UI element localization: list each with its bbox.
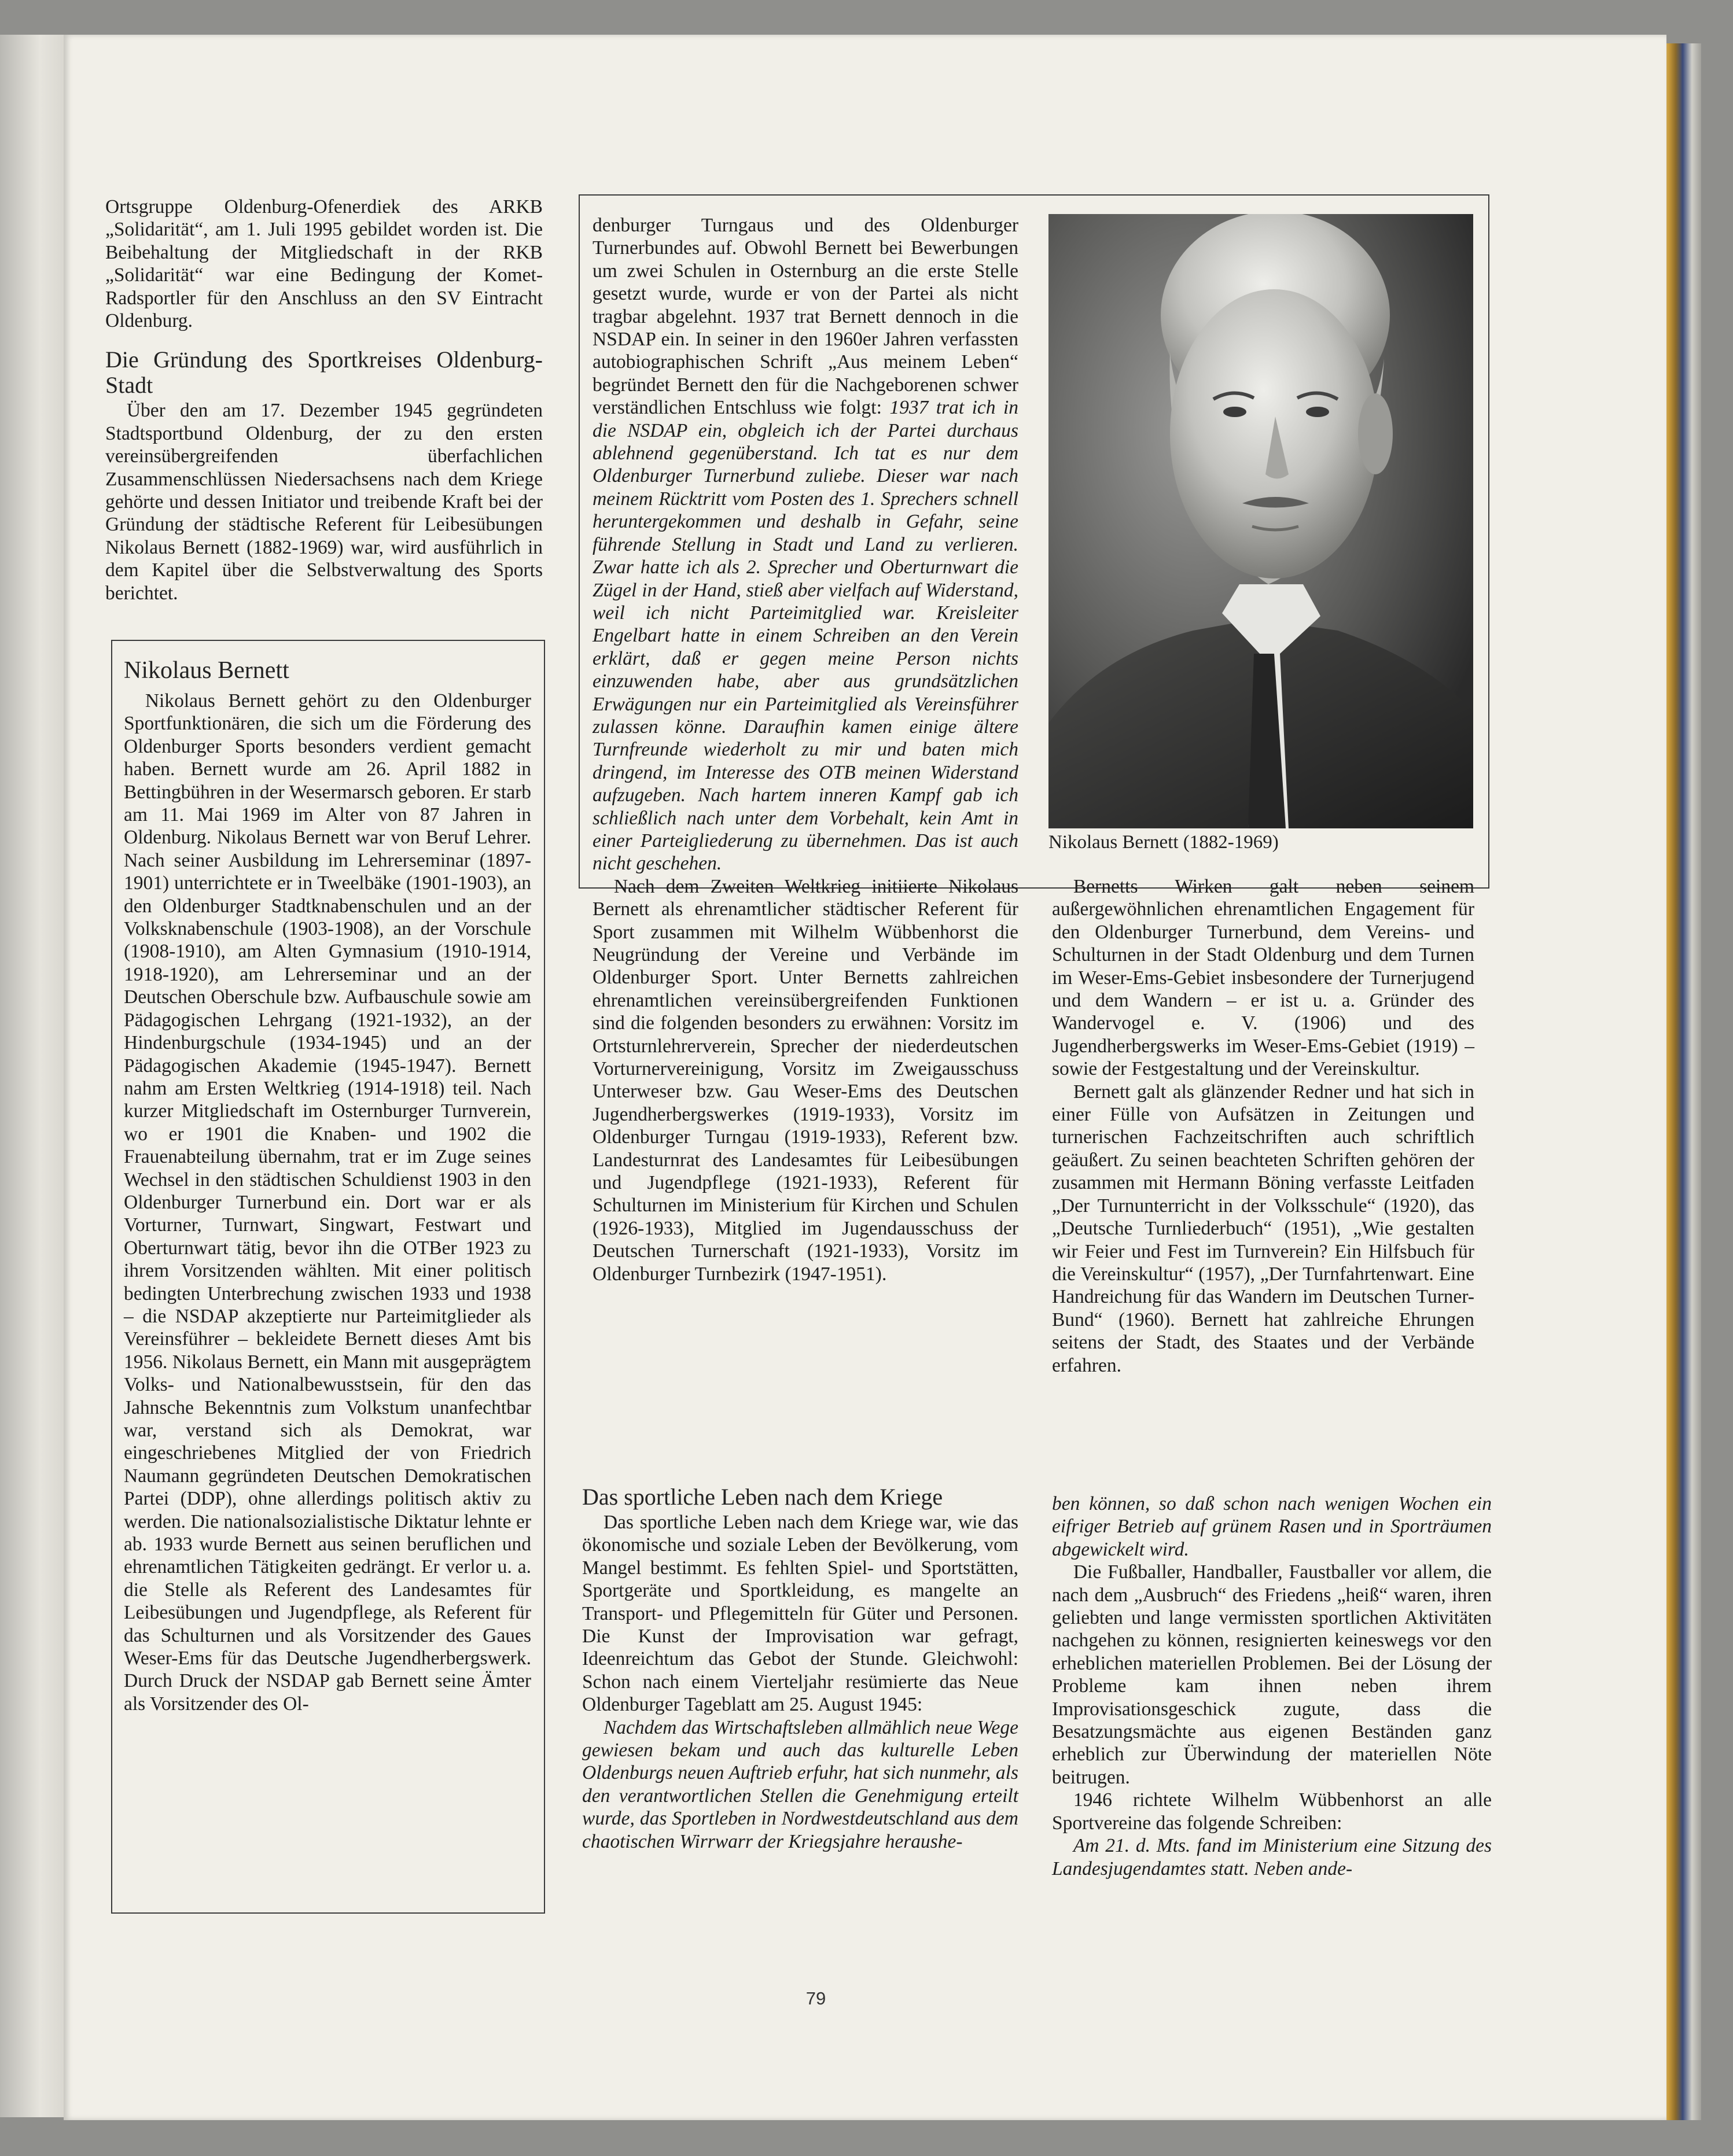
bio-box-quote: 1937 trat ich in die NSDAP ein, obgleich ich der Partei durchaus ablehnend gegenüberstand. Ich tat es nur dem Oldenburger Turnerbund zuliebe. Dieser war nach meinem Rücktritt vom Posten des 1. Sprechers schnell heruntergekommen und deshalb in Gefahr, seine führende Stellung in Stadt und Land zu verlieren. Zwar hatte ich als 2. Sprecher und Oberturnwart die Zügel in der Hand, stieß aber vielfach auf Widerstand, weil ich nicht Parteimitglied war. Kreisleiter Engelbart hatte in einem Schreiben an den Verein erklärt, daß er gegen meine Person nichts einzuwenden habe, aber aus grundsätzlichen Erwägungen nur ein Parteimitglied als Vereinsführer zulassen könne. Daraufhin kamen einige ältere Turnfreunde wiederholt zu mir und baten mich dringend, im Interesse des OTB meinen Widerstand aufzugeben. Nach hartem inneren Kampf gab ich schließlich nach unter dem Vorbehalt, kein Amt in einer Parteigliederung zu übernehmen. Das ist auch nicht geschehen. [593,397,1018,875]
section-heading-sportkreis: Die Gründung des Sportkreises Oldenburg-Stadt [105,347,543,399]
portrait-illustration [1048,214,1473,828]
section2-quote-1-continued: ben können, so daß schon nach wenigen Wochen ein eifriger Betrieb auf grünem Rasen und in Sporträumen abgewickelt wird. [1052,1493,1492,1560]
section2-column-b [1052,1492,1492,1880]
bio-box-text-2a: denburger Turngaus und des Oldenburger Turnerbundes auf. Obwohl Bernett bei Bewerbungen um zwei Schulen in Osternburg an die erste Stelle gesetzt wurde, wurde er von der Partei als nicht tragbar abgelehnt. 1937 trat Bernett dennoch in die NSDAP ein. In seiner in den 1960er Jahren verfassten autobiographischen Schrift „Aus meinem Leben“ begründet Bernett den für die Nachgeborenen schwer verständlichen Entschluss wie folgt: [593,215,1018,419]
bio-box-text-3: Nach dem Zweiten Weltkrieg initiierte Nikolaus Bernett als ehrenamtlicher städtischer Referent für Sport zusammen mit Wilhelm Wübbenhorst die Neugründung der Vereine und Verbände im Oldenburger Sport. Unter Bernetts zahlreichen ehrenamtlichen vereinsübergreifenden Funktionen sind die folgenden besonders zu erwähnen: Vorsitz im Ortsturnlehrerverein, Sprecher der niederdeutschen Vorturnervereinigung, Vorsitz im Zweigausschuss Unterweser bzw. Gau Weser-Ems des Deutschen Jugendherbergswerkes (1919-1933), Vorsitz im Oldenburger Turngau (1919-1933), Referent bzw. Landesturnrat des Landesamtes für Leibesübungen und Jugendpflege (1921-1933), Referent für Schulturnen im Ministerium für Kirchen und Schulen (1926-1933), Mitglied im Jugendausschuss der Deutschen Turnerschaft (1921-1933), Vorsitz im Oldenburger Turnbezirk (1947-1951). [593,875,1018,1285]
bio-box-column-3 [1052,875,1474,1377]
section2-paragraph-2: Die Fußballer, Handballer, Faustballer vor allem, die nach dem „Ausbruch“ des Friedens „heiß“ waren, ihren geliebten und lange vermissten sportlichen Aktivitäten nachgehen zu können, resignierten keineswegs vor den erheblichen materiellen Problemen. Bei der Lösung der Probleme kam ihnen neben ihrem Improvisationsgeschick zugute, dass die Besatzungsmächte aus eigenen Beständen ganz erheblich zur Überwindung der materiellen Nöte beitrugen. [1052,1561,1492,1788]
bio-box-text-1: Nikolaus Bernett gehört zu den Oldenburger Sportfunktionären, die sich um die Förderung des Oldenburger Sports besonders verdient gemacht haben. Bernett wurde am 26. April 1882 in Bettingbühren in der Wesermarsch geboren. Er starb am 11. Mai 1969 im Alter von 87 Jahren in Oldenburg. Nikolaus Bernett war von Beruf Lehrer. Nach seiner Ausbildung im Lehrerseminar (1897-1901) unterrichtete er in Tweelbäke (1901-1903), an den Oldenburger Stadtknabenschulen und an der Volksknabenschule (1903-1908), an der Vorschule (1908-1910), am Alten Gymnasium (1910-1914, 1918-1920), am Lehrerseminar und an der Deutschen Oberschule bzw. Aufbauschule sowie am Pädagogischen Lehrgang (1921-1932), an der Hindenburgschule (1934-1945) und an der Pädagogischen Akademie (1945-1947). Bernett nahm am Ersten Weltkrieg (1914-1918) teil. Nach kurzer Mitgliedschaft im Osternburger Turnverein, wo er 1901 die Knaben- und 1902 die Frauenabteilung übernahm, trat er im Zuge seines Wechsel in den städtischen Schuldienst 1903 in den Oldenburger Turnerbund ein. Dort war er als Vorturner, Turnwart, Singwart, Festwart und Oberturnwart tätig, bevor ihn die OTBer 1923 zu ihrem Vorsitzenden wählten. Mit einer politisch bedingten Unterbrechung zwischen 1933 und 1938 – die NSDAP akzeptierte nur Parteimitglieder als Vereinsführer – bekleidete Bernett dieses Amt bis 1956. Nikolaus Bernett, ein Mann mit ausgeprägtem Volks- und Nationalbewusstsein, für den das Jahnsche Bekenntnis zum Volkstum unanfechtbar war, verstand sich als Demokrat, war eingeschriebenes Mitglied der von Friedrich Naumann gegründeten Deutschen Demokratischen Partei (DDP), ohne allerdings politisch aktiv zu werden. Die nationalsozialistische Diktatur lehnte er ab. 1933 wurde Bernett aus seinen beruflichen und ehrenamtlichen Tätigkeiten gedrängt. Er verlor u. a. die Stelle als Referent des Landesamtes für Leibesübungen und Jugendpflege, als Referent für das Schulturnen und als Vorsitzender des Gaues Weser-Ems für das Deutsche Jugendherbergswerk. Durch Druck der NSDAP gab Bernett seine Ämter als Vorsitzender des Ol- [124,690,531,1715]
bio-box-heading: Nikolaus Bernett [124,657,289,684]
portrait-photo [1048,214,1473,828]
portrait-caption: Nikolaus Bernett (1882-1969) [1048,832,1279,853]
bio-box-text-2 [593,214,1018,875]
left-column-top [105,196,543,605]
intro-paragraph: Ortsgruppe Oldenburg-Ofenerdiek des ARKB „Solidarität“, am 1. Juli 1995 gebildet worden ist. Die Beibehaltung der Mitgliedschaft in der RKB „Solidarität“ war eine Bedingung der Komet-Radsportler für den Anschluss an den SV Eintracht Oldenburg. [105,196,543,332]
section-paragraph-sportkreis: Über den am 17. Dezember 1945 gegründeten Stadtsportbund Oldenburg, der zu den ersten vereinsübergreifenden überfachlichen Zusammenschlüssen Niedersachsens nach dem Kriege gehörte und dessen Initiator und treibende Kraft bei der Gründung der städtische Referent für Leibesübungen Nikolaus Bernett (1882-1969) war, wird ausführlich in dem Kapitel über die Selbstverwaltung des Sports berichtet. [105,400,543,604]
bio-box-text-5: Bernett galt als glänzender Redner und hat sich in einer Fülle von Aufsätzen in Zeitungen und turnerischen Fachzeitschriften auch schriftlich geäußert. Zu seinen beachteten Schriften gehören der zusammen mit Hermann Böning verfasste Leitfaden „Der Turnunterricht in der Volksschule“ (1920), das „Deutsche Turnliederbuch“ (1951), „Wie gestalten wir Feier und Fest im Turnverein? Ein Hilfsbuch für die Vereinskultur“ (1957), „Der Turnfahrtenwart. Eine Handreichung für das Wandern im Deutschen Turner-Bund“ (1960). Bernett hat zahlreiche Ehrungen seitens der Stadt, des Staates und der Verbände erfahren. [1052,1081,1474,1376]
left-page-edge [0,35,67,2117]
bio-box-column-1 [124,656,531,1715]
section-heading-sport-life: Das sportliche Leben nach dem Kriege [582,1484,943,1510]
bio-box-column-2 [593,214,1018,1285]
section2-paragraph-3: 1946 richtete Wilhelm Wübbenhorst an alle Sportvereine das folgende Schreiben: [1052,1789,1492,1834]
bio-box-text-4: Bernetts Wirken galt neben seinem außergewöhnlichen ehrenamtlichen Engagement für den Oldenburger Turnerbund, dem Vereins- und Schulturnen in der Stadt Oldenburg und dem Turnen im Weser-Ems-Gebiet insbesondere der Turnerjugend und dem Wandern – er ist u. a. Gründer des Wandervogel e. V. (1906) und des Jugendherbergswerks im Weser-Ems-Gebiet (1919) – sowie der Festgestaltung und der Vereinskultur. [1052,876,1474,1080]
page-number: 79 [805,1988,826,2008]
section2-quote-2: Am 21. d. Mts. fand im Ministerium eine Sitzung des Landesjugendamtes statt. Neben ande- [1052,1835,1492,1879]
section2-quote-1: Nachdem das Wirtschaftsleben allmählich neue Wege gewiesen bekam und auch das kulturelle Leben Oldenburgs neuen Auftrieb erfuhr, hat sich nunmehr, als den verantwortlichen Stellen die Genehmigung erteilt wurde, das Sportleben in Nordwestdeutschland aus dem chaotischen Wirrwarr der Kriegsjahre heraushe- [582,1716,1018,1852]
section2-column-a [582,1484,1018,1853]
section2-paragraph-1: Das sportliche Leben nach dem Kriege war, wie das ökonomische und soziale Leben der Bevölkerung, vom Mangel bestimmt. Es fehlten Spiel- und Sportstätten, Sportgeräte und Sportkleidung, es mangelte an Transport- und Pflegemitteln für Güter und Personen. Die Kunst der Improvisation war gefragt, Ideenreichtum das Gebot der Stunde. Gleichwohl: Schon nach einem Vierteljahr resümierte das Neue Oldenburger Tageblatt am 25. August 1945: [582,1512,1018,1716]
